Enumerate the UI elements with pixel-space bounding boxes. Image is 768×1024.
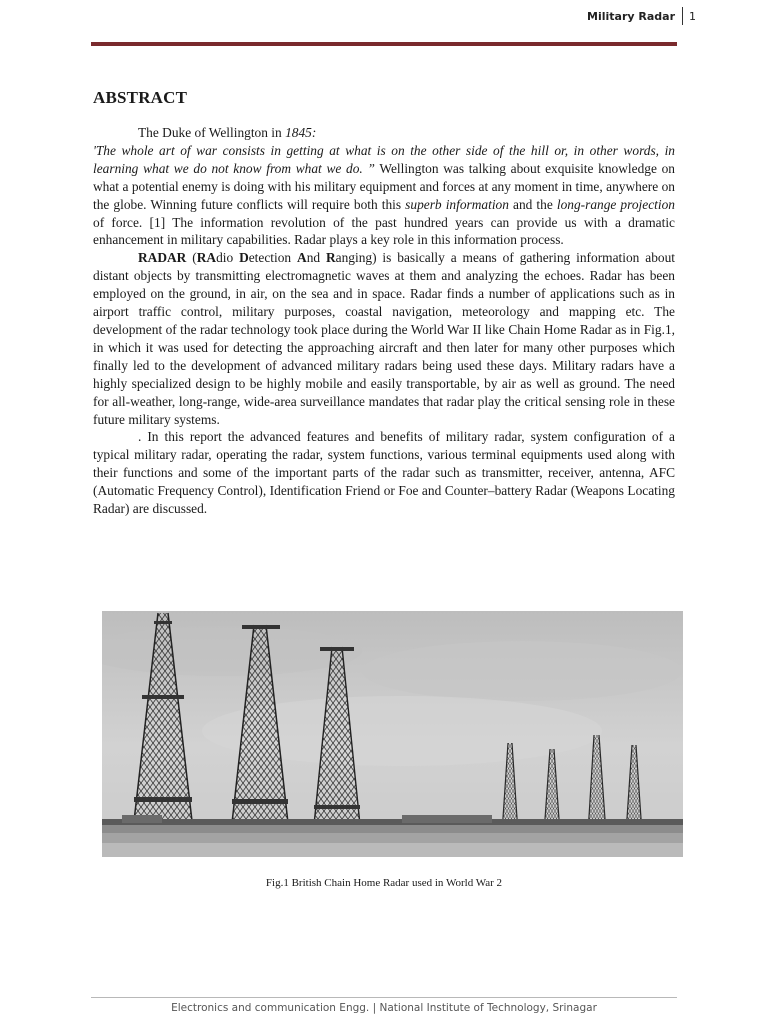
- paragraph-text: . In this report the advanced features and benefits of military radar, system configuration of a typical military radar, operating the radar, system functions, various terminal equipments used along with their functions and some of the important parts of the radar such as transmitter, receiver, antenna, AFC (Automatic Frequency Control), Identification Friend or Foe and Counter–battery Radar (Weapons Locating Radar) are discussed.: [93, 429, 675, 517]
- chain-home-radar-photo: [102, 611, 683, 857]
- running-header: [587, 6, 696, 26]
- acronym-letter: A: [297, 250, 307, 266]
- document-body: [93, 88, 675, 518]
- footer-department: Electronics and communication Engg.: [171, 1002, 370, 1014]
- acronym-letter: RA: [196, 250, 217, 266]
- header-title: Military Radar: [587, 9, 675, 23]
- wellington-quote: 'The whole art of war consists in getting at what is on the other side of the hill or, in other words, in learning what we do not know from what we do. ”: [93, 142, 675, 176]
- paragraph-wellington: [93, 124, 675, 249]
- header-separator: [682, 7, 683, 25]
- section-heading: ABSTRACT: [93, 88, 188, 107]
- page-number: 1: [689, 9, 696, 23]
- paragraph-text: Wellington was talking about exquisite knowledge on what a potential enemy is doing with his military equipment and forces at any moment in time, anywhere on the globe. Winning future conflicts will require both this: [93, 160, 675, 212]
- running-footer: [0, 1002, 768, 1014]
- intro-text: The Duke of Wellington in: [138, 125, 286, 140]
- acronym-letter: D: [239, 250, 249, 266]
- paragraph-text: (: [186, 250, 197, 266]
- radar-towers-illustration: [102, 611, 683, 857]
- paragraph-text: and the: [508, 196, 557, 212]
- emphasis-text: superb information: [405, 196, 509, 212]
- acronym-letter: R: [325, 250, 336, 266]
- paragraph-text: dio: [216, 250, 240, 266]
- figure-caption: Fig.1 British Chain Home Radar used in World War 2: [265, 877, 503, 889]
- footer-separator: |: [372, 1002, 377, 1014]
- year-text: 1845:: [285, 125, 317, 140]
- emphasis-text: long-range projection: [556, 196, 675, 212]
- footer-institute: National Institute of Technology, Srinagar: [379, 1002, 597, 1014]
- paragraph-text: etection: [248, 250, 298, 266]
- paragraph-text: of force. [1] The information revolution of the past hundred years can provide us with a dramatic enhancement in military capabilities. Radar plays a key role in this information process.: [93, 214, 675, 248]
- paragraph-report-scope: [93, 428, 675, 518]
- acronym: RADAR: [138, 250, 187, 266]
- header-rule: [91, 42, 677, 46]
- footer-rule: [91, 997, 677, 998]
- paragraph-text: anging) is basically a means of gathering information about distant objects by transmitting electromagnetic waves at them and analyzing the echoes. Radar has been employed on the ground, in air, on the sea and in space. Radar finds a number of applications such as in airport traffic control, military purposes, coastal navigation, meteorology and mapping etc. The development of the radar technology took place during the World War II like Chain Home Radar as in Fig.1, in which it was used for detecting the approaching aircraft and then later for many other purposes which finally led to the development of advanced military radars being used these days. Military radars have a highly specialized design to be highly mobile and easily transportable, by air as well as ground. The need for all-weather, long-range, wide-area surveillance mandates that radar play the critical sensing role in these future military systems.: [93, 250, 675, 427]
- paragraph-radar-definition: [93, 249, 675, 428]
- paragraph-text: nd: [306, 250, 326, 266]
